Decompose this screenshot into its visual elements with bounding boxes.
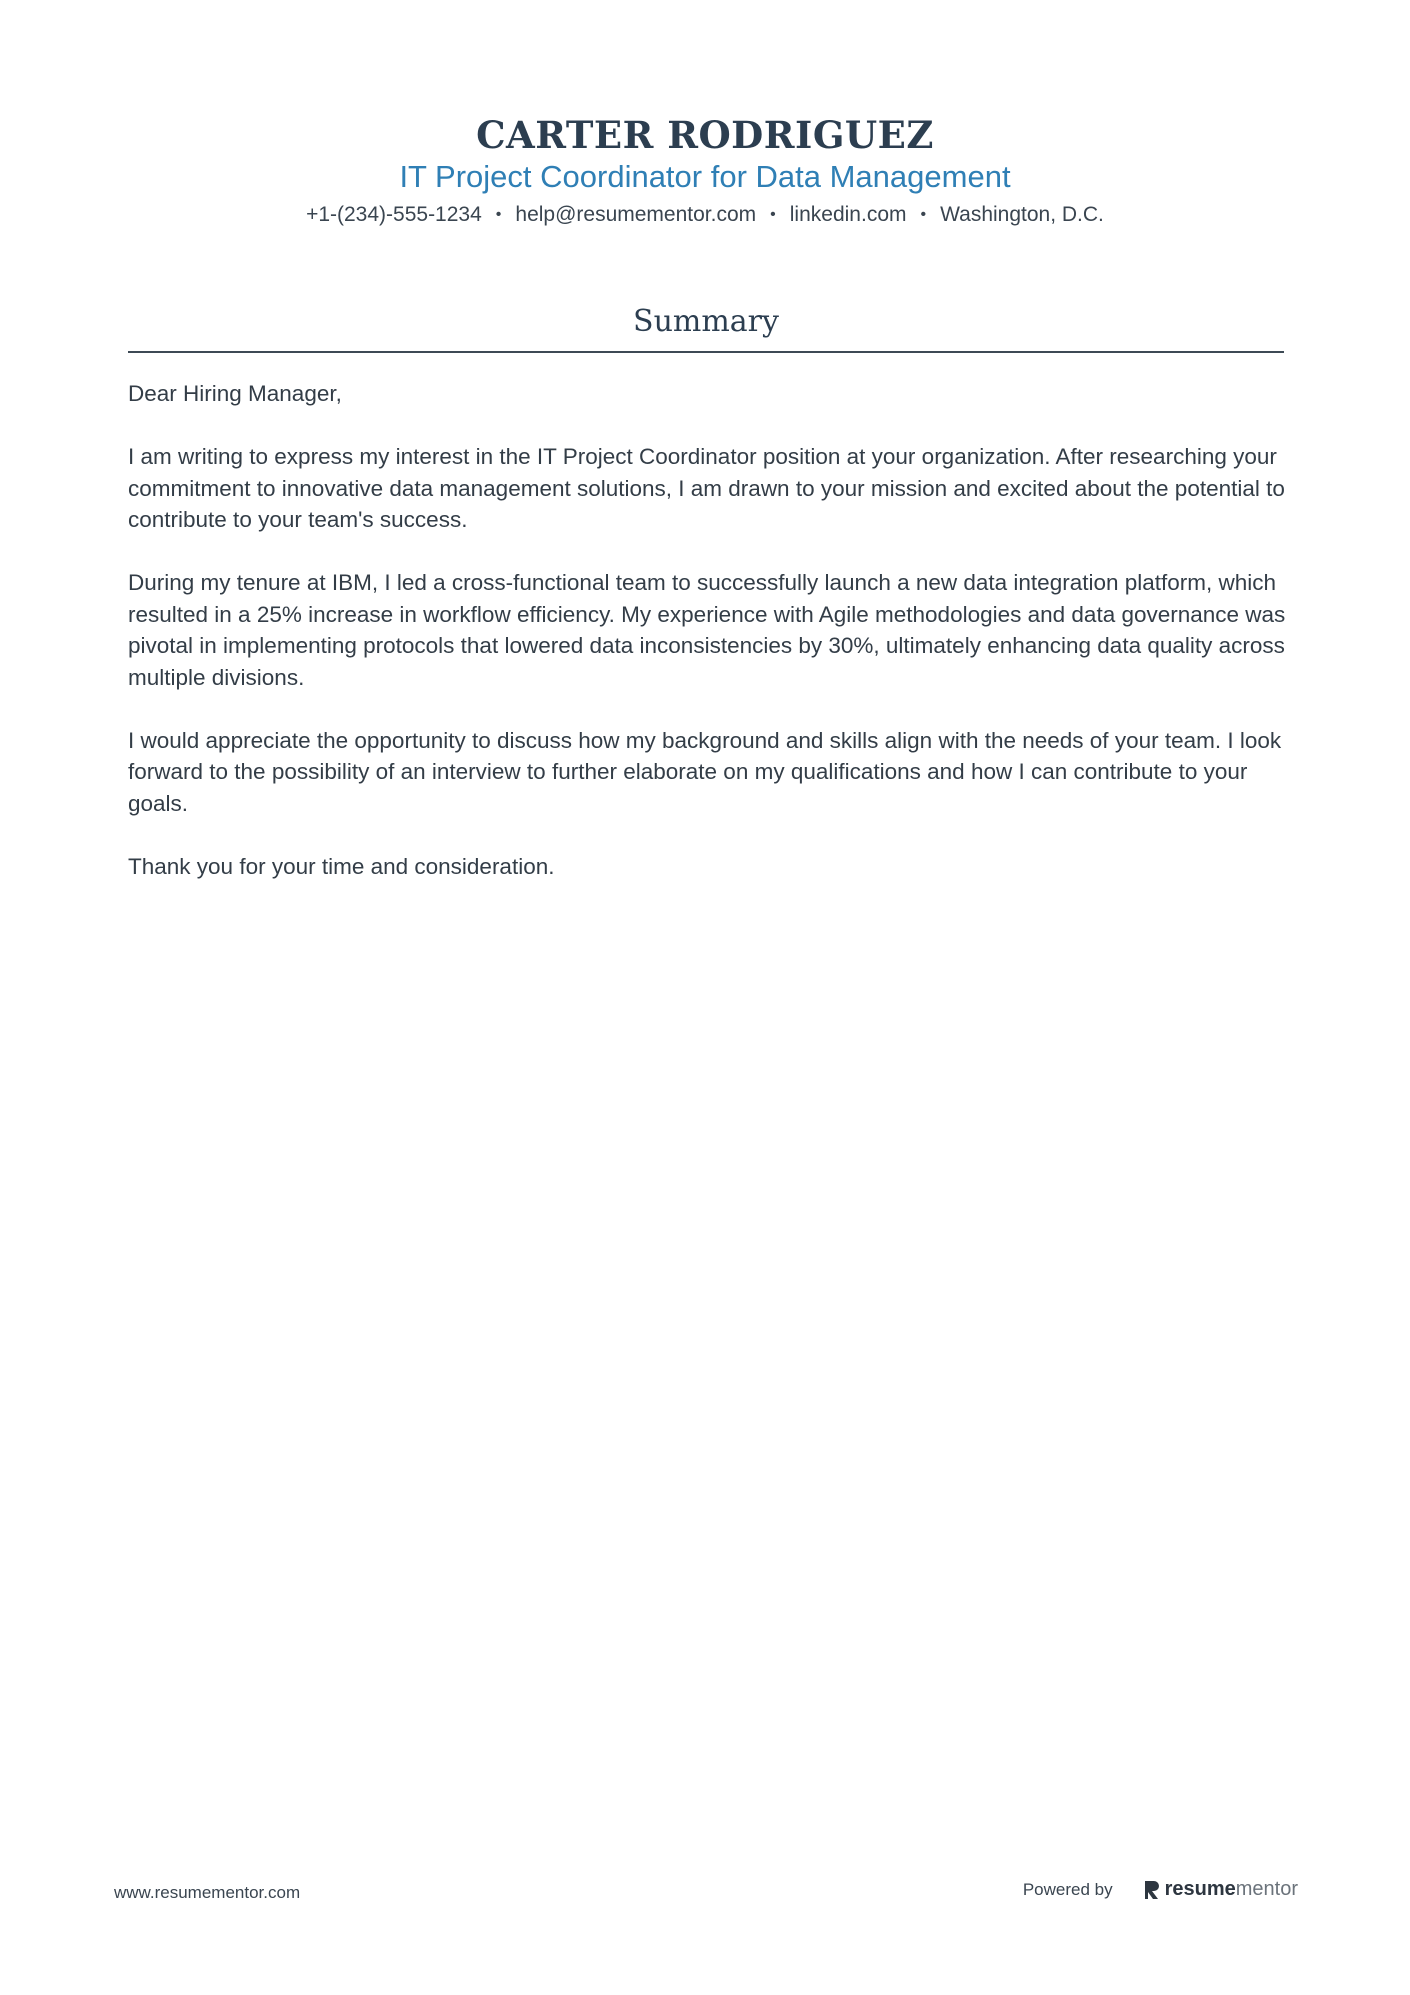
letter-salutation: Dear Hiring Manager, — [128, 381, 342, 406]
letter-body — [128, 378, 1288, 914]
footer-branding — [1023, 1878, 1298, 1901]
section-divider — [128, 351, 1284, 353]
brand-wordmark-light: mentor — [1235, 1878, 1298, 1900]
contact-line — [0, 198, 1410, 234]
candidate-name: CARTER RODRIGUEZ — [476, 113, 934, 157]
letter-paragraph: I am writing to express my interest in the IT Project Coordinator position at your organization. After researching your commitment to innovative data management solutions, I am drawn to your mission and excited about the potential to contribute to your team's success. — [128, 444, 1285, 532]
letter-closing: Thank you for your time and consideration. — [128, 853, 555, 879]
contact-phone: +1-(234)-555-1234 — [306, 203, 482, 226]
contact-separator: • — [495, 206, 502, 223]
resumementor-logo-icon — [1143, 1879, 1161, 1901]
letter-paragraph: I would appreciate the opportunity to discuss how my background and skills align with the needs of your team. I look forward to the possibility of an interview to further elaborate on my qualifications and how I can contribute to your goals. — [128, 727, 1282, 816]
contact-separator: • — [920, 206, 927, 223]
contact-location: Washington, D.C. — [940, 203, 1104, 226]
job-title: IT Project Coordinator for Data Management — [399, 159, 1011, 194]
letter-paragraph: During my tenure at IBM, I led a cross-functional team to successfully launch a new data integration platform, which resulted in a 25% increase in workflow efficiency. My experience with Agile methodologies and data governance was pivotal in implementing protocols that lowered data inconsistencies by 30%, ultimately enhancing data quality across multiple divisions. — [128, 570, 1286, 690]
footer-website[interactable]: www.resumementor.com — [114, 1883, 301, 1902]
powered-by-label: Powered by — [1022, 1879, 1113, 1899]
contact-linkedin[interactable]: linkedin.com — [789, 203, 907, 226]
contact-email[interactable]: help@resumementor.com — [515, 203, 757, 226]
contact-separator: • — [770, 206, 776, 223]
brand-wordmark[interactable] — [1165, 1878, 1298, 1901]
section-heading-summary: Summary — [633, 304, 779, 339]
header — [0, 112, 1410, 234]
brand-wordmark-bold: resume — [1164, 1878, 1236, 1900]
